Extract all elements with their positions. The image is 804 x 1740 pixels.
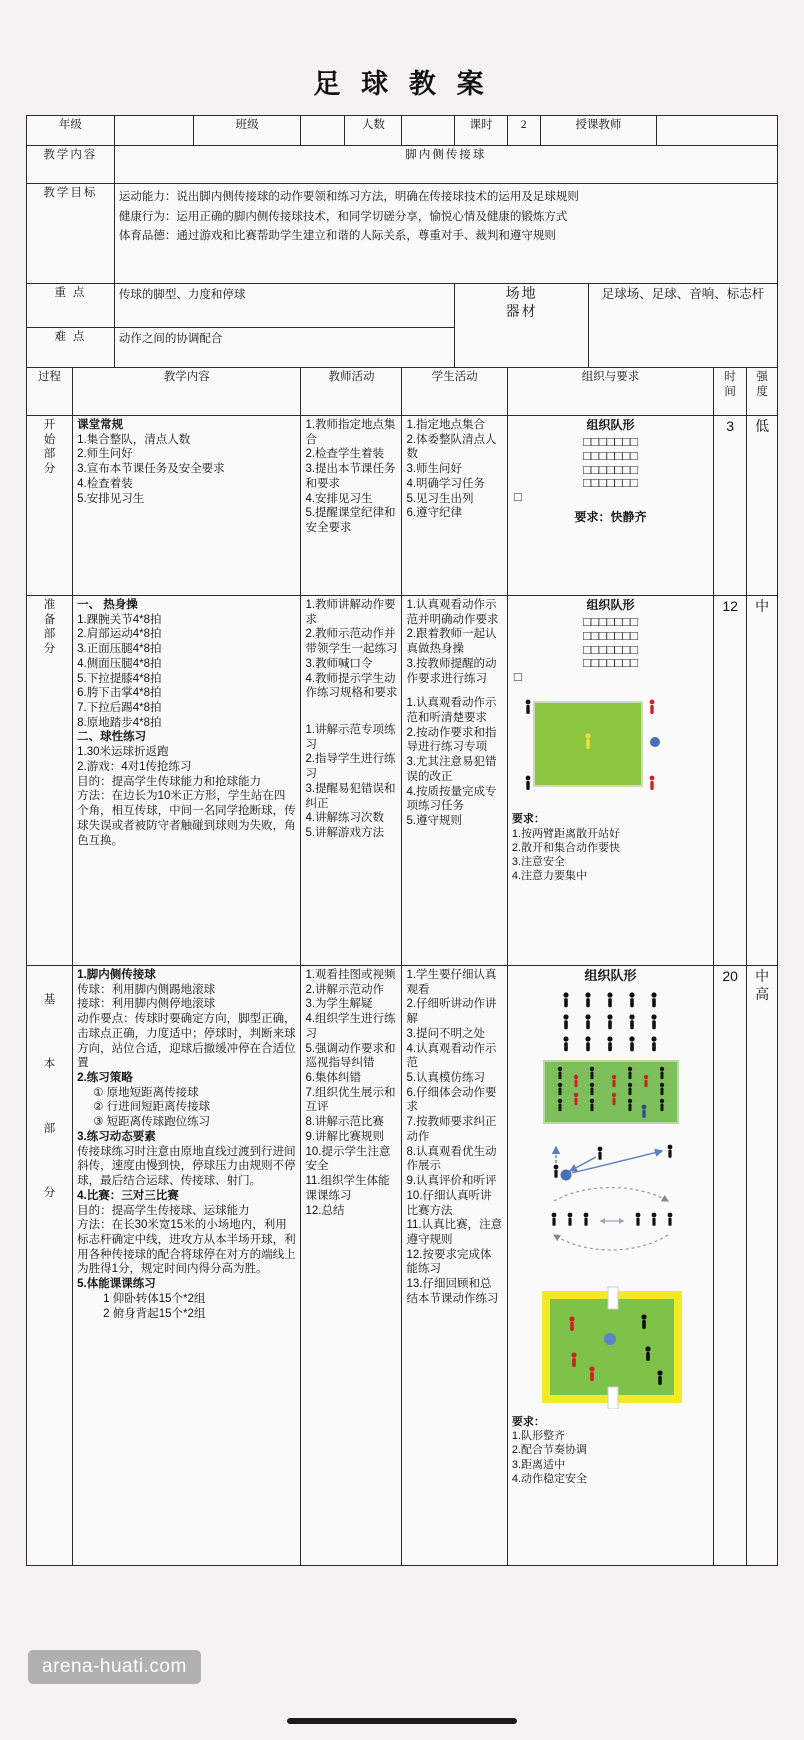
player-red-top-right xyxy=(649,699,654,713)
content-cell-start xyxy=(73,416,301,596)
student-item: 10.仔细认真听讲比赛方法 xyxy=(406,1189,492,1217)
home-indicator xyxy=(287,1718,517,1724)
teacher-item: 5.强调动作要求和巡视指导纠错 xyxy=(305,1042,396,1070)
col-intensity xyxy=(747,368,778,416)
player-black-top-left xyxy=(525,699,530,713)
period-label: 课时 xyxy=(455,116,508,146)
spacer xyxy=(305,701,397,723)
student-item: 4.明确学习任务 xyxy=(406,477,486,490)
formation-row: □□□□□□□ xyxy=(583,655,638,671)
content-title: 课堂常规 xyxy=(77,419,124,431)
teacher-item: 2.检查学生着装 xyxy=(305,448,385,461)
student-item: 5.认真模仿练习 xyxy=(406,1072,486,1085)
drill-zone xyxy=(544,1061,678,1123)
teacher-item: 6.集体纠错 xyxy=(305,1072,362,1085)
teacher-item: 10.提示学生注意安全 xyxy=(305,1145,391,1173)
content-item: 8.原地踏步4*8拍 xyxy=(77,716,162,729)
watermark: arena-huati.com xyxy=(28,1650,201,1684)
teaching-content-label: 教学内容 xyxy=(27,146,115,184)
teacher-item: 4.组织学生进行练习 xyxy=(305,1013,396,1040)
teacher-item: 11.组织学生体能课课练习 xyxy=(305,1175,390,1202)
teacher-item: 8.讲解示范比赛 xyxy=(305,1116,385,1129)
content-item: 方法：在边长为10米正方形，学生站在四个角，相互传球，中间一名同学抢断球，传球失误或者被防守者触碰到球则为失败，角色互换。 xyxy=(77,790,296,847)
content-item: 2.师生问好 xyxy=(77,448,133,461)
student-item: 4.认真观看动作示范 xyxy=(406,1042,497,1070)
formation-row: □□□□□□□ xyxy=(583,614,638,630)
content-item: ③ 短距离传球跑位练习 xyxy=(93,1116,211,1129)
section-row-prepare xyxy=(27,596,778,966)
student-item: 3.提问不明之处 xyxy=(406,1027,486,1040)
formation-row: □□□□□□□ xyxy=(583,475,638,491)
content-row xyxy=(27,146,778,184)
teacher-item: 1.讲解示范专项练习 xyxy=(305,724,396,751)
game-diagram-4v1 xyxy=(512,688,709,809)
teacher-cell-basic xyxy=(301,966,402,1566)
org-requirement-block xyxy=(512,812,709,883)
col-intensity-l1: 强 xyxy=(756,371,768,383)
keypoint-value: 传球的脚型、力度和停球 xyxy=(114,284,454,328)
section-row-basic xyxy=(27,966,778,1566)
student-item: 13.仔细回顾和总结本节课动作练习 xyxy=(406,1278,499,1305)
formation-row: □□□□□□□ xyxy=(583,448,638,463)
lineup-row-2 xyxy=(563,1014,656,1029)
teacher-item: 2.讲解示范动作 xyxy=(305,983,385,996)
intensity-start: 低 xyxy=(747,416,778,596)
org-requirement-item: 3.距离适中 xyxy=(511,1458,566,1471)
grade-value[interactable] xyxy=(114,116,193,146)
formation-row: □ xyxy=(513,668,522,684)
student-item: 9.认真评价和听评 xyxy=(406,1175,497,1188)
lineup-diagram-svg xyxy=(526,989,696,1139)
content-item: 3.宣布本节课任务及安全要求 xyxy=(77,463,225,476)
content-item: 1.集合整队，清点人数 xyxy=(77,433,191,446)
content-item: 4.侧面压腿4*8拍 xyxy=(77,657,162,670)
content-item: 传球：利用脚内侧踢地滚球 xyxy=(77,983,216,996)
section-row-start xyxy=(27,416,778,596)
content-item: 一、 热身操 xyxy=(77,599,138,611)
org-requirement-block xyxy=(512,1415,709,1486)
org-title: 组织队形 xyxy=(586,418,635,432)
student-item: 1.认真观看动作示范并明确动作要求 xyxy=(406,599,499,626)
org-requirement-item: 3.注意安全 xyxy=(511,856,566,869)
content-item: 3.练习动态要素 xyxy=(77,1130,156,1143)
teaching-content-value: 脚内侧传接球 xyxy=(114,146,777,184)
intensity-basic-l2: 高 xyxy=(755,985,770,1002)
content-item: 2.肩部运动4*8拍 xyxy=(77,628,162,641)
org-requirement-item: 2.散开和集合动作要快 xyxy=(511,841,621,854)
lineup-row-1 xyxy=(563,992,656,1007)
formation-row: □□□□□□□ xyxy=(583,434,638,450)
column-header-row xyxy=(27,368,778,416)
content-item: 5.下拉提膝4*8拍 xyxy=(77,672,162,685)
col-process: 过程 xyxy=(27,368,73,416)
student-item: 1.指定地点集合 xyxy=(406,419,486,431)
formation-row: □□□□□□□ xyxy=(583,628,638,643)
class-value[interactable] xyxy=(301,116,345,146)
difficulty-label: 难 点 xyxy=(27,328,115,368)
keypoint-label: 重 点 xyxy=(27,284,115,328)
keypoint-row xyxy=(27,284,778,328)
student-item: 2.体委整队清点人数 xyxy=(406,433,497,461)
teacher-item: 5.提醒课堂纪律和安全要求 xyxy=(305,507,396,535)
org-requirement-item: 4.注意力要集中 xyxy=(511,870,588,883)
objective-line: 健康行为：运用正确的脚内侧传接球技术，和同学切磋分享，愉悦心情及健康的锻炼方式 xyxy=(118,210,568,223)
teacher-item: 3.提醒易犯错误和纠正 xyxy=(305,782,396,810)
shuttle-right-group xyxy=(635,1212,672,1225)
teacher-item: 1.教师指定地点集合 xyxy=(305,419,396,446)
grade-label: 年级 xyxy=(27,116,115,146)
teacher-item: 5.讲解游戏方法 xyxy=(305,827,385,840)
game-diagram-svg xyxy=(512,688,664,804)
venue-value: 足球场、足球、音响、标志杆 xyxy=(589,284,778,368)
teacher-item: 3.为学生解疑 xyxy=(305,998,373,1011)
exchange-arrow-head-left xyxy=(600,1218,605,1224)
content-item: 目的：提高学生传接球、运球能力 xyxy=(77,1204,250,1217)
student-item: 8.认真观看优生动作展示 xyxy=(406,1145,497,1173)
teacher-item: 3.提出本节课任务和要求 xyxy=(305,463,396,490)
ball-icon xyxy=(650,737,660,747)
teacher-item: 1.观看挂图或视频 xyxy=(305,969,396,981)
col-time-l1: 时 xyxy=(724,371,736,383)
time-start: 3 xyxy=(714,416,747,596)
difficulty-value: 动作之间的协调配合 xyxy=(114,328,454,368)
content-item: 1.脚内侧传接球 xyxy=(77,969,156,981)
student-item: 3.按教师提醒的动作要求进行练习 xyxy=(406,657,497,685)
objectives-value xyxy=(114,184,777,284)
pattern-players xyxy=(553,1144,672,1177)
intensity-basic-l1: 中 xyxy=(755,968,770,984)
content-item: 目的：提高学生传球能力和抢球能力 xyxy=(77,775,262,788)
content-cell-prepare xyxy=(73,596,301,966)
objectives-row xyxy=(27,184,778,284)
student-item: 2.跟着教师一起认真做热身操 xyxy=(406,628,497,656)
content-item: 动作要点：传球时要确定方向，脚型正确，击球点正确，力度适中；停球时，判断来球方向，站位合适，迎球后撤缓冲停在合适位置 xyxy=(77,1013,296,1070)
content-item: 6.胯下击掌4*8拍 xyxy=(77,687,162,700)
teacher-cell-start xyxy=(301,416,402,596)
match-pitch xyxy=(550,1299,674,1395)
exchange-arrow-head-right xyxy=(619,1218,624,1224)
col-time xyxy=(714,368,747,416)
org-title: 组织队形 xyxy=(584,968,637,983)
ball-icon xyxy=(560,1169,571,1180)
teacher-item: 3.教师喊口令 xyxy=(305,657,373,670)
col-student-activity: 学生活动 xyxy=(402,368,507,416)
passing-pattern-diagram-svg xyxy=(526,1143,696,1275)
lineup-row-3 xyxy=(563,1036,656,1051)
shuttle-arrow-bottom xyxy=(554,1235,668,1250)
class-label: 班级 xyxy=(193,116,301,146)
student-item: 6.遵守纪律 xyxy=(406,507,463,520)
content-item: 接球：利用脚内侧停地滚球 xyxy=(77,998,216,1011)
teacher-item: 4.安排见习生 xyxy=(305,492,373,505)
content-item: 2.游戏：4对1传抢练习 xyxy=(77,760,192,773)
org-title: 组织队形 xyxy=(586,598,635,612)
goal-bottom xyxy=(608,1387,618,1409)
count-value[interactable] xyxy=(402,116,455,146)
student-item: 2.按动作要求和指导进行练习专项 xyxy=(406,726,497,754)
goal-top xyxy=(608,1287,618,1309)
content-item: 二、球性练习 xyxy=(77,731,147,744)
content-item: 方法：在长30米宽15米的小场地内，利用标志杆确定中线，进攻方从本半场开球，利用各种传接球的配合将球停在对方的端线上为胜得1分，规定时间内得分高为胜。 xyxy=(77,1219,296,1276)
lineup-rows xyxy=(563,992,656,1051)
venue-label-line1: 场地 xyxy=(505,287,538,302)
teacher-item: 4.讲解练习次数 xyxy=(305,812,385,825)
student-cell-start xyxy=(402,416,507,596)
org-requirement-title: 要求： xyxy=(511,1415,545,1428)
student-item: 1.学生要仔细认真观看 xyxy=(406,969,497,996)
formation-row: □ xyxy=(513,488,522,504)
organization-cell-prepare xyxy=(507,596,713,966)
player-red-bottom-right xyxy=(649,775,654,789)
teacher-value[interactable] xyxy=(657,116,778,146)
shuttle-left-group xyxy=(551,1212,588,1225)
org-requirement-item: 1.按两臂距离散开站好 xyxy=(511,827,621,840)
stage-label-basic: 基 本 部 分 xyxy=(27,966,73,1566)
org-requirement-item: 2.配合节奏协调 xyxy=(511,1444,588,1457)
content-item: 3.正面压腿4*8拍 xyxy=(77,643,162,656)
shuttle-arrow-top xyxy=(554,1187,668,1201)
content-cell-basic xyxy=(73,966,301,1566)
student-item: 7.按教师要求纠正动作 xyxy=(406,1116,497,1143)
info-row xyxy=(27,116,778,146)
teacher-item: 12.总结 xyxy=(305,1204,345,1217)
content-item: 2.练习策略 xyxy=(77,1072,133,1085)
intensity-basic xyxy=(747,966,778,1566)
org-requirement-title: 要求： xyxy=(511,813,545,826)
content-item: ② 行进间短距离传接球 xyxy=(93,1101,211,1114)
student-item: 2.仔细听讲动作讲解 xyxy=(406,998,497,1026)
content-item: 传接球练习时注意由原地直线过渡到行进间斜传，速度由慢到快，停球压力由规则不停球，最后结合运球、传接球、射门。 xyxy=(77,1145,296,1188)
teacher-cell-prepare xyxy=(301,596,402,966)
student-item: 1.认真观看动作示范和听清楚要求 xyxy=(406,697,497,725)
count-label: 人数 xyxy=(345,116,402,146)
student-item: 3.师生问好 xyxy=(406,463,463,476)
student-item: 4.按质按量完成专项练习任务 xyxy=(406,785,497,813)
objectives-label: 教学目标 xyxy=(27,184,115,284)
student-item: 6.仔细体会动作要求 xyxy=(406,1086,497,1114)
pass-arrow xyxy=(570,1157,596,1171)
student-cell-basic xyxy=(402,966,507,1566)
teacher-item: 2.指导学生进行练习 xyxy=(305,753,396,781)
stage-label-start: 开 始 部 分 xyxy=(27,416,73,596)
stage-label-prepare: 准 备 部 分 xyxy=(27,596,73,966)
objective-line: 运动能力：说出脚内侧传接球的动作要领和练习方法，明确在传接球技术的运用及足球规则 xyxy=(118,191,579,203)
student-cell-prepare xyxy=(402,596,507,966)
org-requirement: 要求：快静齐 xyxy=(574,509,647,524)
student-item: 5.见习生出列 xyxy=(406,492,474,505)
organization-cell-start xyxy=(507,416,713,596)
col-teaching-content: 教学内容 xyxy=(73,368,301,416)
teacher-item: 1.教师讲解动作要求 xyxy=(305,599,396,626)
content-item: ① 原地短距离传接球 xyxy=(93,1086,199,1099)
org-requirement-item: 1.队形整齐 xyxy=(511,1429,566,1442)
organization-cell-basic xyxy=(507,966,713,1566)
teacher-label: 授课教师 xyxy=(540,116,656,146)
content-item: 5.体能课课练习 xyxy=(77,1278,156,1291)
student-item: 12.按要求完成体能练习 xyxy=(406,1248,492,1276)
content-item: 2 俯身背起15个*2组 xyxy=(103,1307,206,1320)
formation-row: □□□□□□□ xyxy=(583,461,638,477)
col-time-l2: 间 xyxy=(724,385,736,398)
lesson-plan-table xyxy=(26,115,778,1566)
content-item: 1 仰卧转体15个*2组 xyxy=(103,1292,206,1305)
formation-row: □□□□□□□ xyxy=(583,641,638,657)
content-item: 1.踝腕关节4*8拍 xyxy=(77,613,162,626)
teacher-item: 2.教师示范动作并带领学生一起练习 xyxy=(305,628,398,656)
content-item: 7.下拉后踢4*8拍 xyxy=(77,702,162,715)
teacher-item: 7.组织优生展示和互评 xyxy=(305,1086,396,1114)
period-value[interactable]: 2 xyxy=(507,116,540,146)
col-organization: 组织与要求 xyxy=(507,368,713,416)
content-item: 5.安排见习生 xyxy=(77,492,145,505)
student-item: 11.认真比赛，注意遵守规则 xyxy=(406,1219,503,1246)
time-basic: 20 xyxy=(714,966,747,1566)
venue-label-line2: 器材 xyxy=(505,304,538,320)
content-item: 1.30米运球折返跑 xyxy=(77,746,169,759)
org-requirement-item: 4.动作稳定安全 xyxy=(511,1472,588,1485)
spacer xyxy=(406,686,502,696)
intensity-prepare: 中 xyxy=(747,596,778,966)
content-item: 4.比赛：三对三比赛 xyxy=(77,1189,179,1202)
player-black-bottom-left xyxy=(525,775,530,789)
content-item: 4.检查着装 xyxy=(77,477,133,490)
teacher-item: 4.教师提示学生动作练习规格和要求 xyxy=(305,672,398,700)
col-teacher-activity: 教师活动 xyxy=(301,368,402,416)
col-intensity-l2: 度 xyxy=(756,385,768,398)
objective-line: 体育品德：通过游戏和比赛帮助学生建立和谐的人际关系，尊重对手、裁判和遵守规则 xyxy=(118,230,556,243)
match-diagram-svg xyxy=(526,1283,696,1409)
student-item: 5.遵守规则 xyxy=(406,815,463,828)
student-item: 3.尤其注意易犯错误的改正 xyxy=(406,756,497,783)
ball-icon xyxy=(604,1333,616,1345)
page-title: 足 球 教 案 xyxy=(313,69,491,99)
venue-label xyxy=(455,284,589,368)
time-prepare: 12 xyxy=(714,596,747,966)
teacher-item: 9.讲解比赛规则 xyxy=(305,1130,385,1143)
